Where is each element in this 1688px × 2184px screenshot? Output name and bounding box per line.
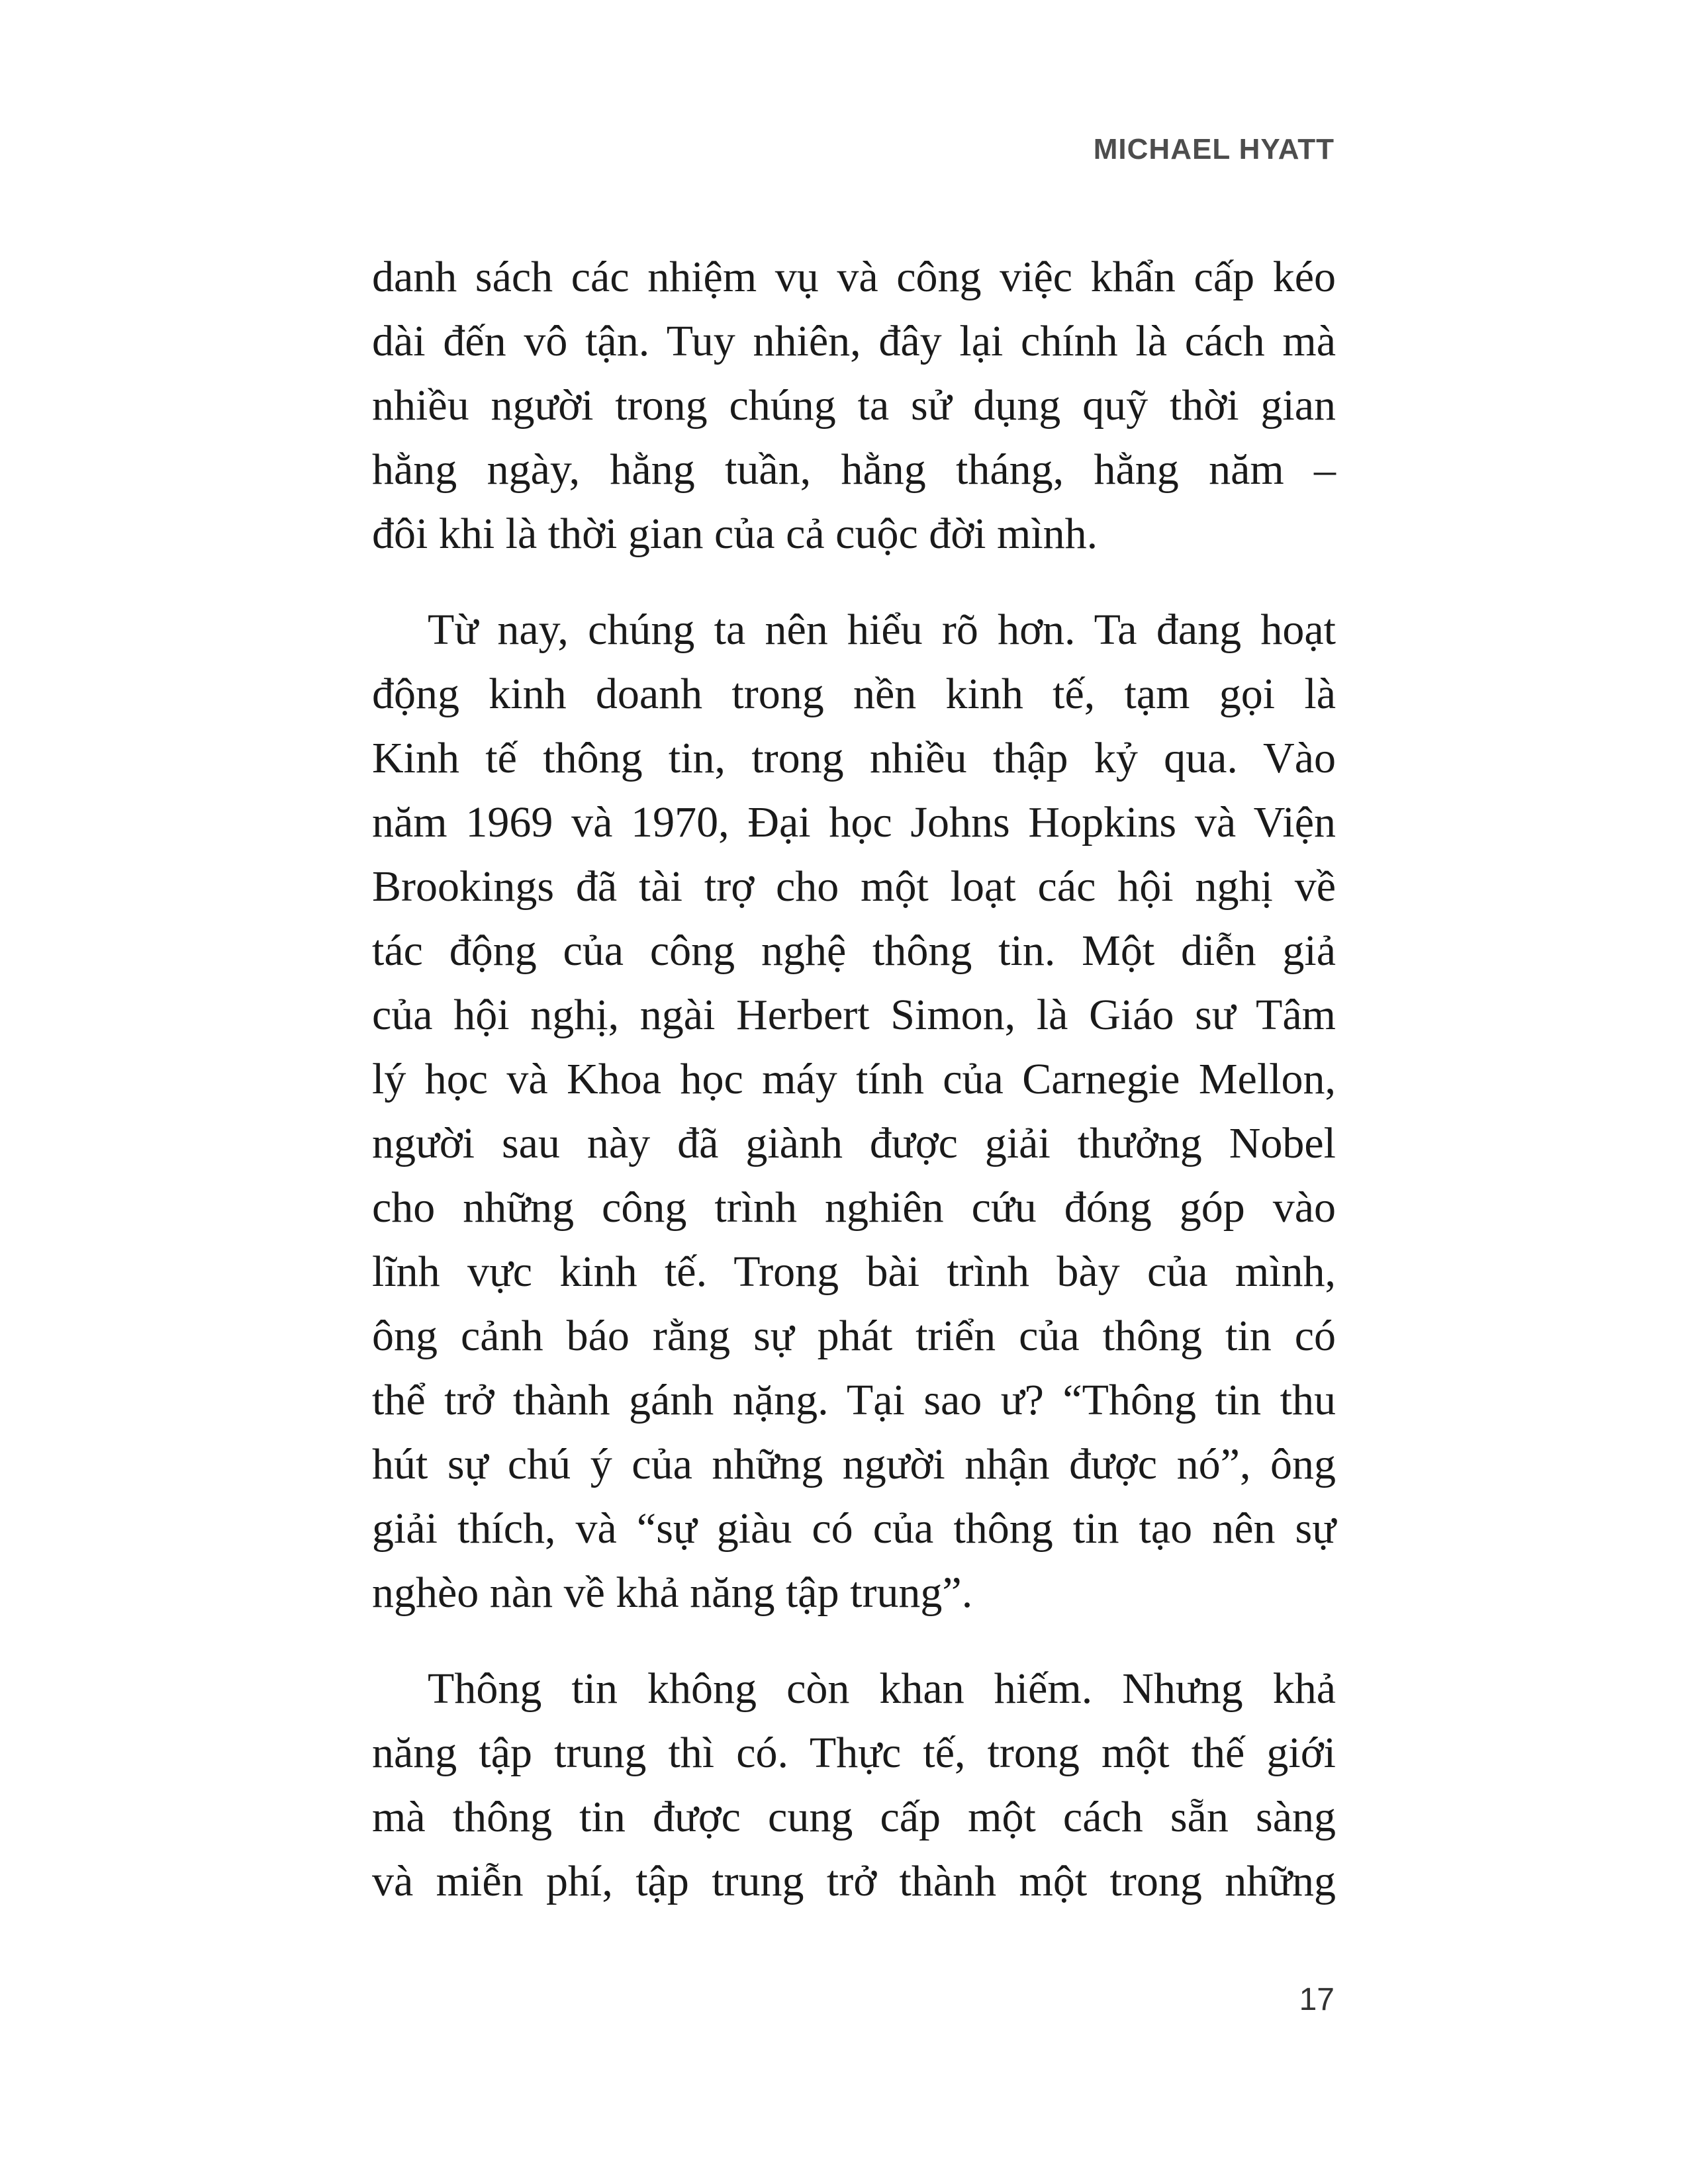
body-text [372,245,1336,1945]
text-line: thể trở thành gánh nặng. Tại sao ư? “Thông tin thu [372,1376,1336,1424]
paragraph-3 [372,1657,1336,1913]
text-line: đôi khi là thời gian của cả cuộc đời mình. [372,510,1098,558]
text-line: Thông tin không còn khan hiếm. Nhưng khả [428,1664,1336,1713]
text-line: ông cảnh báo rằng sự phát triển của thông tin có [372,1312,1336,1360]
text-line: của hội nghị, ngài Herbert Simon, là Giáo sư Tâm [372,991,1336,1039]
running-header-author: MICHAEL HYATT [1093,133,1335,165]
text-line: dài đến vô tận. Tuy nhiên, đây lại chính là cách mà [372,317,1336,365]
text-line: động kinh doanh trong nền kinh tế, tạm gọi là [372,670,1336,718]
text-line: tác động của công nghệ thông tin. Một diễn giả [372,927,1336,975]
text-line: hằng ngày, hằng tuần, hằng tháng, hằng năm – [372,445,1336,494]
text-line: nhiều người trong chúng ta sử dụng quỹ thời gian [372,381,1336,430]
text-line: lĩnh vực kinh tế. Trong bài trình bày của mình, [372,1248,1336,1296]
text-line: và miễn phí, tập trung trở thành một trong những [372,1857,1336,1905]
text-line: mà thông tin được cung cấp một cách sẵn sàng [372,1793,1336,1841]
page-number: 17 [1299,1982,1335,2017]
text-line: hút sự chú ý của những người nhận được nó”, ông [372,1440,1336,1488]
text-line: Từ nay, chúng ta nên hiểu rõ hơn. Ta đang hoạt [428,606,1336,654]
text-line: năng tập trung thì có. Thực tế, trong một thế giới [372,1729,1336,1777]
text-line: Kinh tế thông tin, trong nhiều thập kỷ qua. Vào [372,734,1336,782]
paragraph-2 [372,598,1336,1625]
text-line: Brookings đã tài trợ cho một loạt các hội nghị về [372,862,1336,911]
text-line: cho những công trình nghiên cứu đóng góp vào [372,1183,1336,1232]
text-line: giải thích, và “sự giàu có của thông tin tạo nên sự [372,1504,1336,1553]
text-line: năm 1969 và 1970, Đại học Johns Hopkins và Viện [372,798,1336,846]
text-line: danh sách các nhiệm vụ và công việc khẩn cấp kéo [372,253,1336,301]
paragraph-1 [372,245,1336,566]
text-line: nghèo nàn về khả năng tập trung”. [372,1569,973,1617]
text-line: người sau này đã giành được giải thưởng Nobel [372,1119,1336,1167]
text-line: lý học và Khoa học máy tính của Carnegie Mellon, [372,1055,1336,1103]
